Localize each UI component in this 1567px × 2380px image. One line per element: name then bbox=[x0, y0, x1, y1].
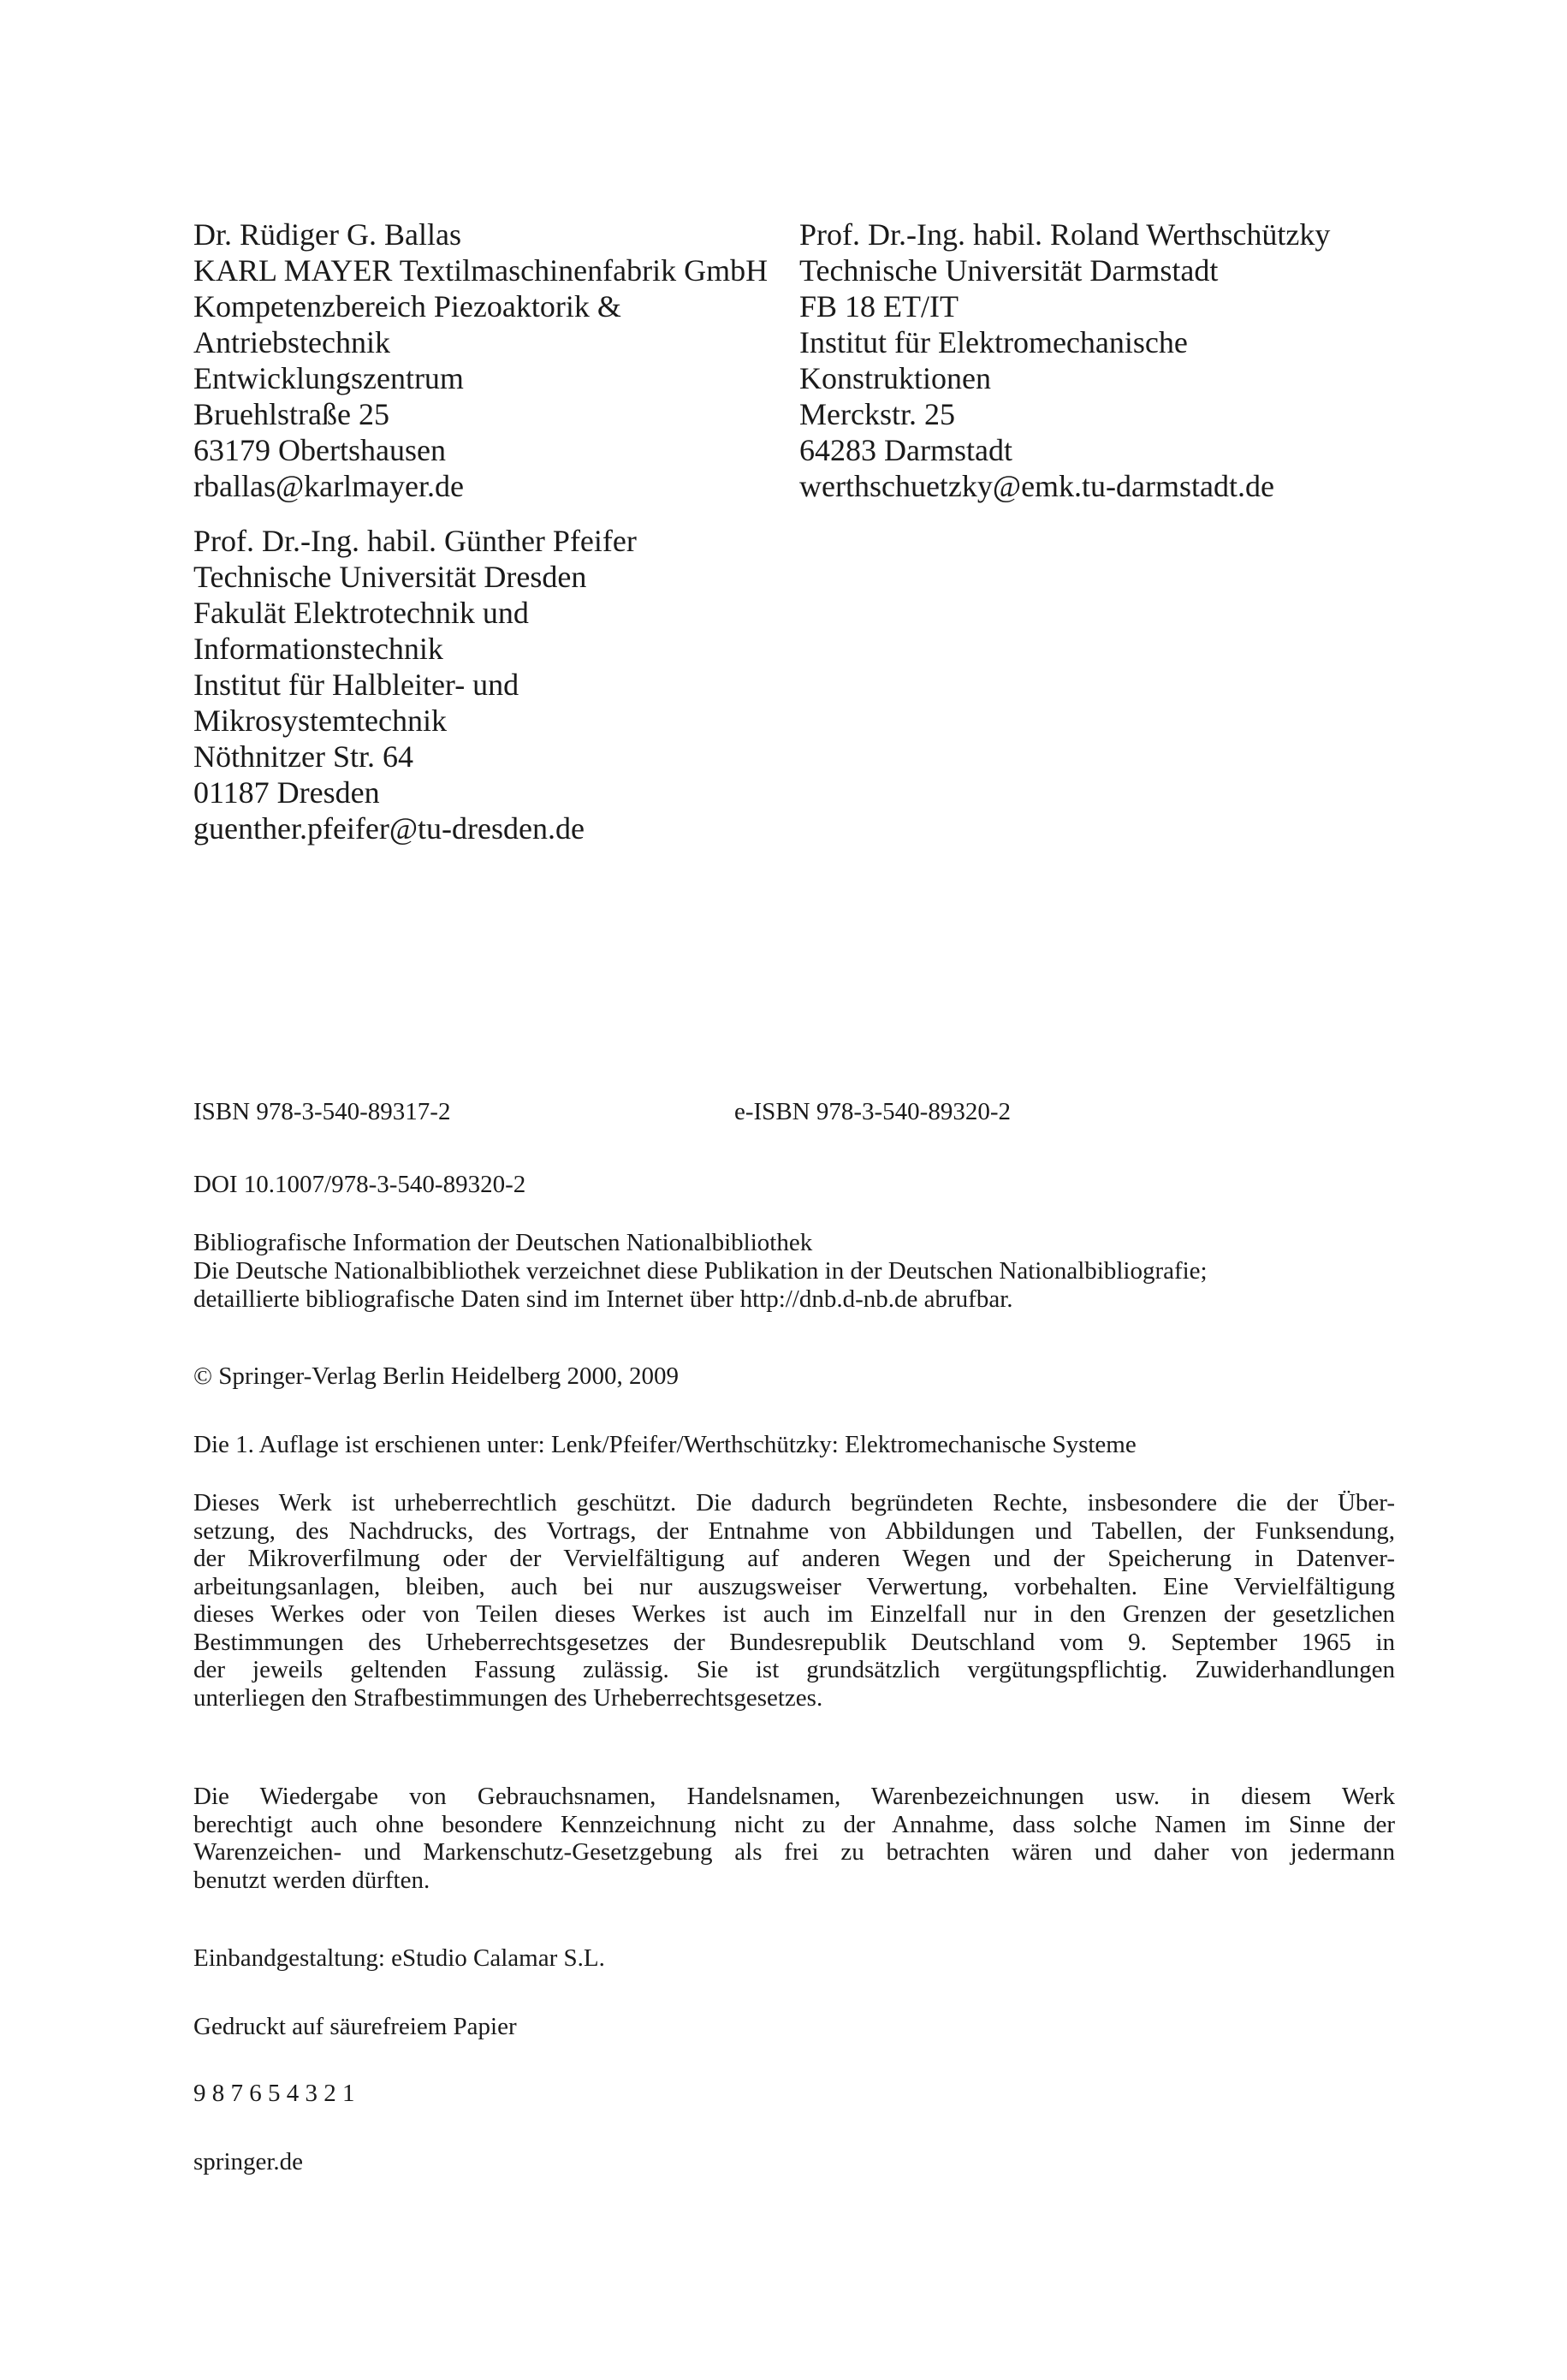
address-line: Prof. Dr.-Ing. habil. Günther Pfeifer bbox=[193, 524, 637, 558]
paragraph-line: Bestimmungen des Urheberrechtsgesetzes der Bundesrepublik Deutschland vom 9. September 1965 in bbox=[193, 1628, 1395, 1656]
address-line: FB 18 ET/IT bbox=[799, 289, 959, 323]
print-run-numbers: 9 8 7 6 5 4 3 2 1 bbox=[193, 2080, 355, 2107]
address-line: Technische Universität Darmstadt bbox=[799, 253, 1219, 288]
publisher-website: springer.de bbox=[193, 2148, 304, 2175]
paragraph-line: unterliegen den Strafbestimmungen des Urheberrechtsgesetzes. bbox=[193, 1683, 823, 1712]
e-isbn: e-ISBN 978-3-540-89320-2 bbox=[734, 1098, 1011, 1125]
first-edition-note: Die 1. Auflage ist erschienen unter: Lenk/Pfeifer/Werthschützky: Elektromechanische Systeme bbox=[193, 1431, 1137, 1458]
address-line: Informationstechnik bbox=[193, 632, 443, 666]
copyright-notice-paragraph bbox=[193, 1489, 1395, 1712]
address-line: 64283 Darmstadt bbox=[799, 433, 1012, 467]
author-address-ballas bbox=[193, 217, 768, 504]
address-line: Fakulät Elektrotechnik und bbox=[193, 596, 529, 630]
paragraph-line: Warenzeichen- und Markenschutz-Gesetzgebung als frei zu betrachten wären und daher von jedermann bbox=[193, 1838, 1395, 1866]
address-line: Institut für Halbleiter- und bbox=[193, 668, 519, 702]
copyright: © Springer-Verlag Berlin Heidelberg 2000, 2009 bbox=[193, 1362, 679, 1390]
biblio-heading: Bibliografische Information der Deutschen Nationalbibliothek bbox=[193, 1229, 813, 1256]
address-line: Technische Universität Dresden bbox=[193, 560, 587, 594]
paragraph-line: berechtigt auch ohne besondere Kennzeichnung nicht zu der Annahme, dass solche Namen im Sinne der bbox=[193, 1810, 1395, 1838]
address-line: Konstruktionen bbox=[799, 361, 991, 395]
paragraph-line: der Mikroverfilmung oder der Vervielfältigung auf anderen Wegen und der Speicherung in Datenver- bbox=[193, 1545, 1395, 1572]
email-address: guenther.pfeifer@tu-dresden.de bbox=[193, 811, 585, 846]
paragraph-line: benutzt werden dürften. bbox=[193, 1866, 430, 1894]
address-line: 63179 Obertshausen bbox=[193, 433, 446, 467]
paragraph-line: der jeweils geltenden Fassung zulässig. Sie ist grundsätzlich vergütungspflichtig. Zuwiderhandlungen bbox=[193, 1656, 1395, 1683]
address-line: Bruehlstraße 25 bbox=[193, 397, 389, 431]
email-address: werthschuetzky@emk.tu-darmstadt.de bbox=[799, 469, 1274, 503]
biblio-line: detaillierte bibliografische Daten sind im Internet über http://dnb.d-nb.de abrufbar. bbox=[193, 1285, 1013, 1313]
address-line: Nöthnitzer Str. 64 bbox=[193, 739, 413, 774]
paragraph-line: setzung, des Nachdrucks, des Vortrags, der Entnahme von Abbildungen und Tabellen, der Funksendung, bbox=[193, 1516, 1395, 1545]
address-line: Merckstr. 25 bbox=[799, 397, 955, 431]
doi: DOI 10.1007/978-3-540-89320-2 bbox=[193, 1171, 526, 1198]
author-address-werthschuetzky bbox=[799, 217, 1330, 504]
email-address: rballas@karlmayer.de bbox=[193, 469, 465, 503]
address-line: Kompetenzbereich Piezoaktorik & bbox=[193, 289, 621, 323]
biblio-info bbox=[193, 1229, 1208, 1314]
biblio-line: Die Deutsche Nationalbibliothek verzeichnet diese Publikation in der Deutschen Nationalbibliografie; bbox=[193, 1257, 1208, 1285]
address-line: Prof. Dr.-Ing. habil. Roland Werthschützky bbox=[799, 217, 1331, 252]
address-line: Antriebstechnik bbox=[193, 325, 390, 359]
address-line: 01187 Dresden bbox=[193, 775, 380, 810]
paragraph-line: Dieses Werk ist urheberrechtlich geschützt. Die dadurch begründeten Rechte, insbesondere die der Über- bbox=[193, 1489, 1395, 1516]
address-line: Institut für Elektromechanische bbox=[799, 325, 1188, 359]
cover-design-credit: Einbandgestaltung: eStudio Calamar S.L. bbox=[193, 1944, 605, 1972]
paragraph-line: dieses Werkes oder von Teilen dieses Werkes ist auch im Einzelfall nur in den Grenzen der gesetzlichen bbox=[193, 1600, 1395, 1628]
paragraph-line: Die Wiedergabe von Gebrauchsnamen, Handelsnamen, Warenbezeichnungen usw. in diesem Werk bbox=[193, 1783, 1395, 1810]
isbn: ISBN 978-3-540-89317-2 bbox=[193, 1098, 451, 1125]
address-line: Entwicklungszentrum bbox=[193, 361, 464, 395]
paragraph-line: arbeitungsanlagen, bleiben, auch bei nur auszugsweiser Verwertung, vorbehalten. Eine Vervielfältigung bbox=[193, 1572, 1395, 1600]
paper-note: Gedruckt auf säurefreiem Papier bbox=[193, 2013, 517, 2040]
author-address-pfeifer bbox=[193, 523, 637, 846]
trademark-paragraph bbox=[193, 1783, 1395, 1894]
address-line: KARL MAYER Textilmaschinenfabrik GmbH bbox=[193, 253, 769, 288]
address-line: Dr. Rüdiger G. Ballas bbox=[193, 217, 461, 252]
address-line: Mikrosystemtechnik bbox=[193, 703, 447, 738]
